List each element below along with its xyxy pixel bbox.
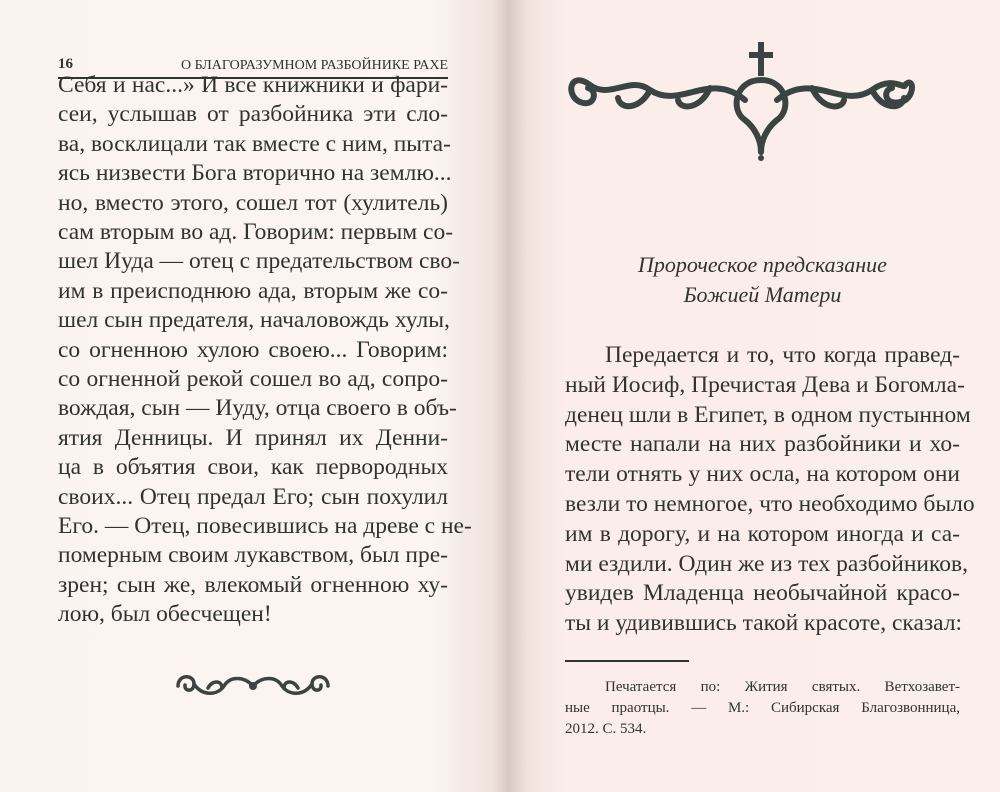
running-header: О БЛАГОРАЗУМНОМ РАЗБОЙНИКЕ РАХЕ bbox=[180, 58, 448, 73]
text-line: Себя и нас...» И все книжники и фари- bbox=[58, 72, 448, 98]
text-line: ясь низвести Бога вторично на землю... bbox=[58, 160, 452, 187]
text-line: денец шли в Египет, в одном пустынном bbox=[565, 401, 971, 428]
text-line: своих... Отец предал Его; сын похулил bbox=[58, 483, 448, 510]
text-line: со огненною хулою своею... Говорим: bbox=[58, 336, 448, 363]
text-line: со огненной рекой сошел во ад, сопро- bbox=[58, 366, 448, 392]
text-line: сеи, услышав от разбойника эти сло- bbox=[58, 101, 448, 128]
text-line: увидев Младенца необычайной красо- bbox=[565, 580, 960, 607]
text-line: ятия Денницы. И принял их Денни- bbox=[58, 424, 448, 451]
text-line: померным своим лукавством, был пре- bbox=[58, 542, 448, 569]
text-line: шел Иуда — отец с предательством сво- bbox=[58, 248, 460, 275]
text-line: Его. — Отец, повесившись на древе с не- bbox=[58, 513, 472, 539]
text-line: шел сын предателя, началовождь хулы, bbox=[58, 307, 450, 334]
text-line: ца в объятия свои, как первородных bbox=[58, 454, 448, 481]
text-line: ты и удивившись такой красоте, сказал: bbox=[565, 610, 963, 637]
top-ornament-cross-icon bbox=[560, 40, 920, 162]
text-line: месте напали на них разбойники и хо- bbox=[565, 431, 960, 458]
text-line: им в преисподнюю ада, вторым же со- bbox=[58, 277, 448, 304]
text-line: лою, был обесчещен! bbox=[58, 601, 272, 628]
text-line: Передается и то, что когда правед- bbox=[605, 342, 960, 368]
footnote-line: 2012. С. 534. bbox=[565, 721, 647, 737]
section-title-line-2: Божией Матери bbox=[683, 282, 842, 307]
text-line: вождая, сын — Иуду, отца своего в объ- bbox=[58, 395, 457, 422]
footnote-rule bbox=[565, 660, 689, 662]
text-line: ный Иосиф, Пречистая Дева и Богомла- bbox=[565, 371, 965, 398]
text-line: им в дорогу, и на котором иногда и са- bbox=[565, 520, 960, 547]
text-line: ми ездили. Один же из тех разбойников, bbox=[565, 550, 968, 577]
footnote-line: Печатается по: Жития святых. Ветхозавет- bbox=[605, 679, 960, 695]
text-line: но, вместо этого, сошел тот (хулитель) bbox=[58, 189, 448, 216]
text-line: зрен; сын же, влекомый огненною ху- bbox=[58, 571, 448, 598]
text-line: ва, восклицали так вместе с ним, пыта- bbox=[58, 130, 451, 157]
section-title-line-1: Пророческое предсказание bbox=[638, 252, 887, 277]
bottom-ornament-icon bbox=[172, 666, 334, 706]
text-line: сам вторым во ад. Говорим: первым со- bbox=[58, 219, 454, 245]
page-number: 16 bbox=[58, 56, 73, 72]
text-line: везли то немногое, что необходимо было bbox=[565, 491, 975, 517]
text-line: тели отнять у них осла, на котором они bbox=[565, 461, 960, 488]
footnote-line: ные праотцы. — М.: Сибирская Благозвонница, bbox=[565, 700, 960, 716]
